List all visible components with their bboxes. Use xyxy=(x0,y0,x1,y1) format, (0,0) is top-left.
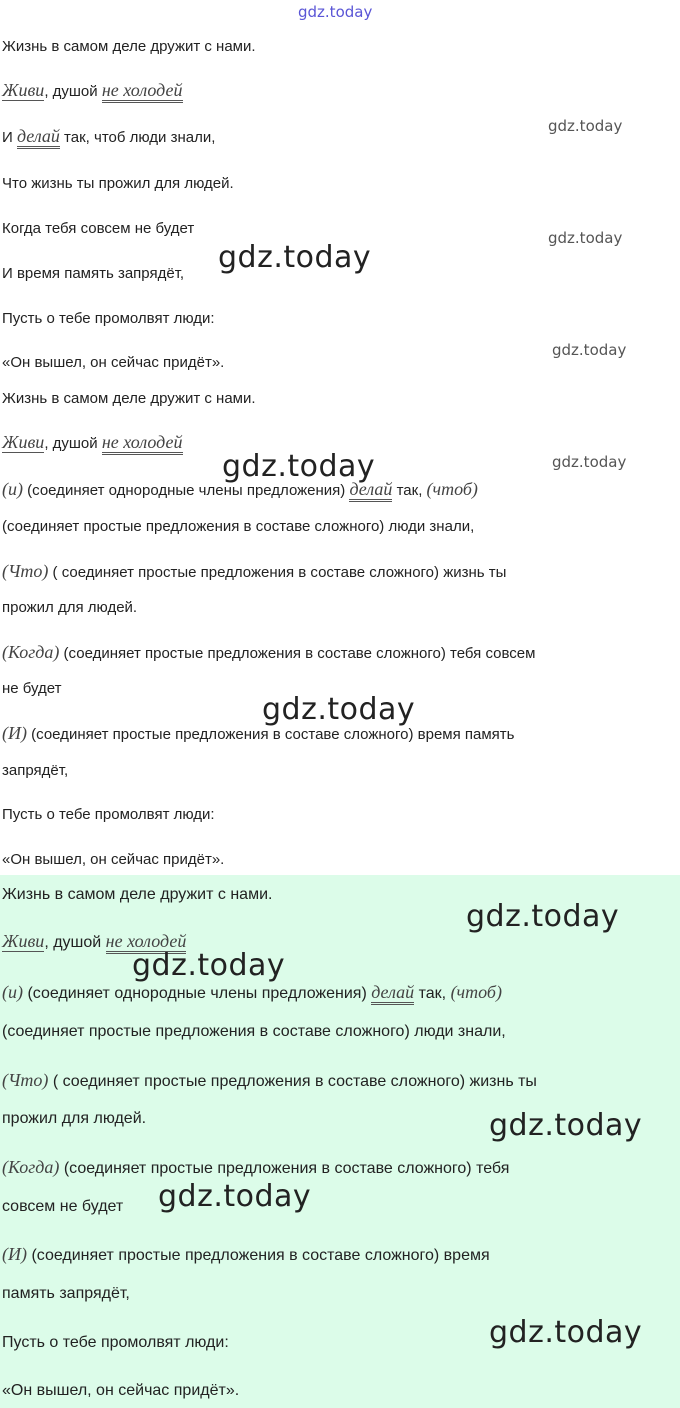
text-line xyxy=(0,1244,680,1266)
watermark-top: gdz.today xyxy=(298,3,373,21)
conjunction: (и) xyxy=(2,479,23,499)
watermark: gdz.today xyxy=(218,240,372,275)
watermark: gdz.today xyxy=(222,449,376,484)
text-line: память запрядёт, xyxy=(2,1285,130,1302)
predicate-word: Живи xyxy=(2,432,45,452)
text: (соединяет простые предложения в составе сложного) тебя совсем xyxy=(59,645,536,662)
predicate-word: не холодей xyxy=(102,432,183,455)
text-line xyxy=(0,126,680,148)
watermark: gdz.today xyxy=(158,1179,312,1214)
text-line: совсем не будет xyxy=(2,1198,124,1215)
text: (соединяет однородные члены предложения) xyxy=(23,985,372,1002)
text-line: не будет xyxy=(2,680,62,697)
watermark: gdz.today xyxy=(552,341,627,359)
text: , душой xyxy=(44,83,102,100)
text-line: Пусть о тебе промолвят люди: xyxy=(2,1334,229,1351)
text-line xyxy=(0,479,680,501)
text-line: «Он вышел, он сейчас придёт». xyxy=(2,1382,240,1399)
text-line xyxy=(0,432,680,454)
text-line: запрядёт, xyxy=(2,762,69,779)
text-line: Жизнь в самом деле дружит с нами. xyxy=(2,38,256,55)
text-line: Пусть о тебе промолвят люди: xyxy=(2,806,215,823)
text-line xyxy=(0,561,680,583)
predicate-word: делай xyxy=(349,479,392,502)
conjunction: (Когда) xyxy=(2,1157,60,1177)
watermark: gdz.today xyxy=(548,117,623,135)
text-line: Пусть о тебе промолвят люди: xyxy=(2,310,215,327)
predicate-word: не холодей xyxy=(102,80,183,103)
text-line xyxy=(0,1070,680,1092)
conjunction: (И) xyxy=(2,723,27,743)
text-line: Жизнь в самом деле дружит с нами. xyxy=(2,390,256,407)
text-line xyxy=(0,931,680,953)
watermark: gdz.today xyxy=(552,453,627,471)
text-line xyxy=(0,982,680,1004)
text: ( соединяет простые предложения в составе сложного) жизнь ты xyxy=(48,564,507,581)
text: ( соединяет простые предложения в составе сложного) жизнь ты xyxy=(48,1073,537,1090)
text: (соединяет простые предложения в составе сложного) тебя xyxy=(59,1160,510,1177)
watermark: gdz.today xyxy=(548,229,623,247)
watermark: gdz.today xyxy=(132,948,286,983)
text-line: Когда тебя совсем не будет xyxy=(2,220,195,237)
text: (соединяет однородные члены предложения) xyxy=(23,482,350,499)
text: так, xyxy=(392,482,427,499)
text-line: «Он вышел, он сейчас придёт». xyxy=(2,851,225,868)
conjunction: (чтоб) xyxy=(450,982,502,1002)
text: так, чтоб люди знали, xyxy=(59,129,216,146)
conjunction: (Что) xyxy=(2,561,49,581)
text-line: Что жизнь ты прожил для людей. xyxy=(2,175,234,192)
text-line: (соединяет простые предложения в составе сложного) люди знали, xyxy=(2,518,475,535)
watermark: gdz.today xyxy=(489,1108,643,1143)
conjunction: (Когда) xyxy=(2,642,60,662)
text-line: прожил для людей. xyxy=(2,1110,147,1127)
predicate-word: не холодей xyxy=(106,931,187,954)
text: (соединяет простые предложения в составе сложного) время xyxy=(27,1247,490,1264)
text-line xyxy=(0,80,680,102)
text: И xyxy=(2,129,17,146)
text-line: И время память запрядёт, xyxy=(2,265,185,282)
text-line: Жизнь в самом деле дружит с нами. xyxy=(2,886,273,903)
conjunction: (и) xyxy=(2,982,23,1002)
text-line: «Он вышел, он сейчас придёт». xyxy=(2,354,225,371)
predicate-word: Живи xyxy=(2,80,45,100)
conjunction: (И) xyxy=(2,1244,27,1264)
text-line xyxy=(0,642,680,664)
text-line: (соединяет простые предложения в составе сложного) люди знали, xyxy=(2,1023,506,1040)
text: , душой xyxy=(44,435,102,452)
predicate-word: делай xyxy=(17,126,60,149)
text: , душой xyxy=(44,934,106,951)
text-line: прожил для людей. xyxy=(2,599,138,616)
predicate-word: делай xyxy=(371,982,414,1005)
conjunction: (Что) xyxy=(2,1070,49,1090)
watermark: gdz.today xyxy=(466,899,620,934)
text-line xyxy=(0,1157,680,1179)
text: (соединяет простые предложения в составе сложного) время память xyxy=(27,726,515,743)
watermark: gdz.today xyxy=(262,692,416,727)
conjunction: (чтоб) xyxy=(426,479,478,499)
text-line xyxy=(0,723,680,745)
text: так, xyxy=(414,985,451,1002)
predicate-word: Живи xyxy=(2,931,45,951)
watermark: gdz.today xyxy=(489,1315,643,1350)
